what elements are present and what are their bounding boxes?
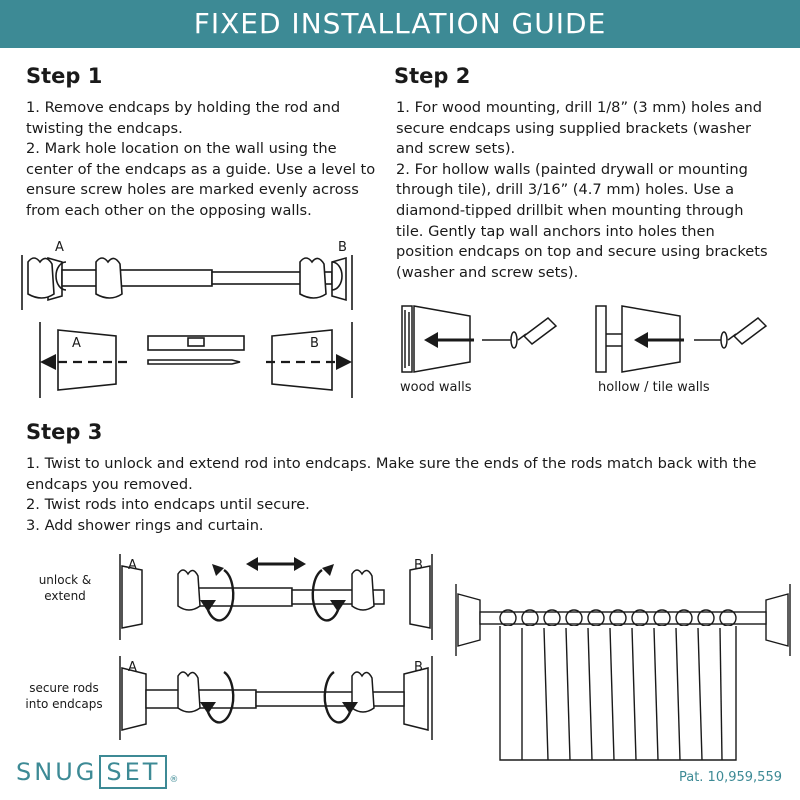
snugset-logo (16, 755, 178, 789)
step3-item-2: 2. Twist rods into endcaps until secure. (26, 496, 310, 514)
step1-label-b-bottom: B (310, 336, 319, 351)
logo-registered-mark: ® (169, 775, 179, 785)
patent-number: Pat. 10,959,559 (678, 770, 782, 785)
step3-heading: Step 3 (26, 420, 103, 444)
logo-text-set: SET (99, 755, 167, 789)
step3-label-a-row2: A (128, 660, 137, 675)
step2-item-2: 2. For hollow walls (painted drywall or mounting through tile), drill 3/16” (4.7 mm) holes. Use a diamond-tipped drillbit when mounting through tile. Gently tap wall anchors into holes then position endcaps on top and secure using brackets (washer and screw sets). (396, 160, 768, 281)
step1-item-2: 2. Mark hole location on the wall using the center of the endcaps as a guide. Use a level to ensure screw holes are marked evenly across from each other on the opposing walls. (26, 140, 376, 219)
step2-caption-wood: wood walls (400, 380, 472, 395)
step1-label-a-top: A (55, 240, 64, 255)
step1-heading: Step 1 (26, 64, 103, 88)
step3-label-b-row2: B (414, 660, 423, 675)
step3-label-unlock-extend: unlock & extend (38, 573, 92, 603)
step3-item-3: 3. Add shower rings and curtain. (26, 516, 264, 534)
step2-heading: Step 2 (394, 64, 471, 88)
step3-label-a-row1: A (128, 558, 137, 573)
logo-text-snug: SNUG (16, 758, 98, 786)
step3-item-1: 1. Twist to unlock and extend rod into endcaps. Make sure the ends of the rods match back with the endcaps you removed. (26, 455, 757, 493)
step2-caption-hollow: hollow / tile walls (598, 380, 710, 395)
guide-title: FIXED INSTALLATION GUIDE (193, 7, 607, 40)
step2-item-1: 1. For wood mounting, drill 1/8” (3 mm) holes and secure endcaps using supplied brackets (washer and screw sets). (396, 99, 762, 158)
step1-label-b-top: B (338, 240, 347, 255)
step3-label-b-row1: B (414, 558, 423, 573)
step1-item-1: 1. Remove endcaps by holding the rod and twisting the endcaps. (26, 99, 341, 137)
step1-label-a-bottom: A (72, 336, 81, 351)
step3-label-secure-rods: secure rods into endcaps (25, 681, 103, 711)
